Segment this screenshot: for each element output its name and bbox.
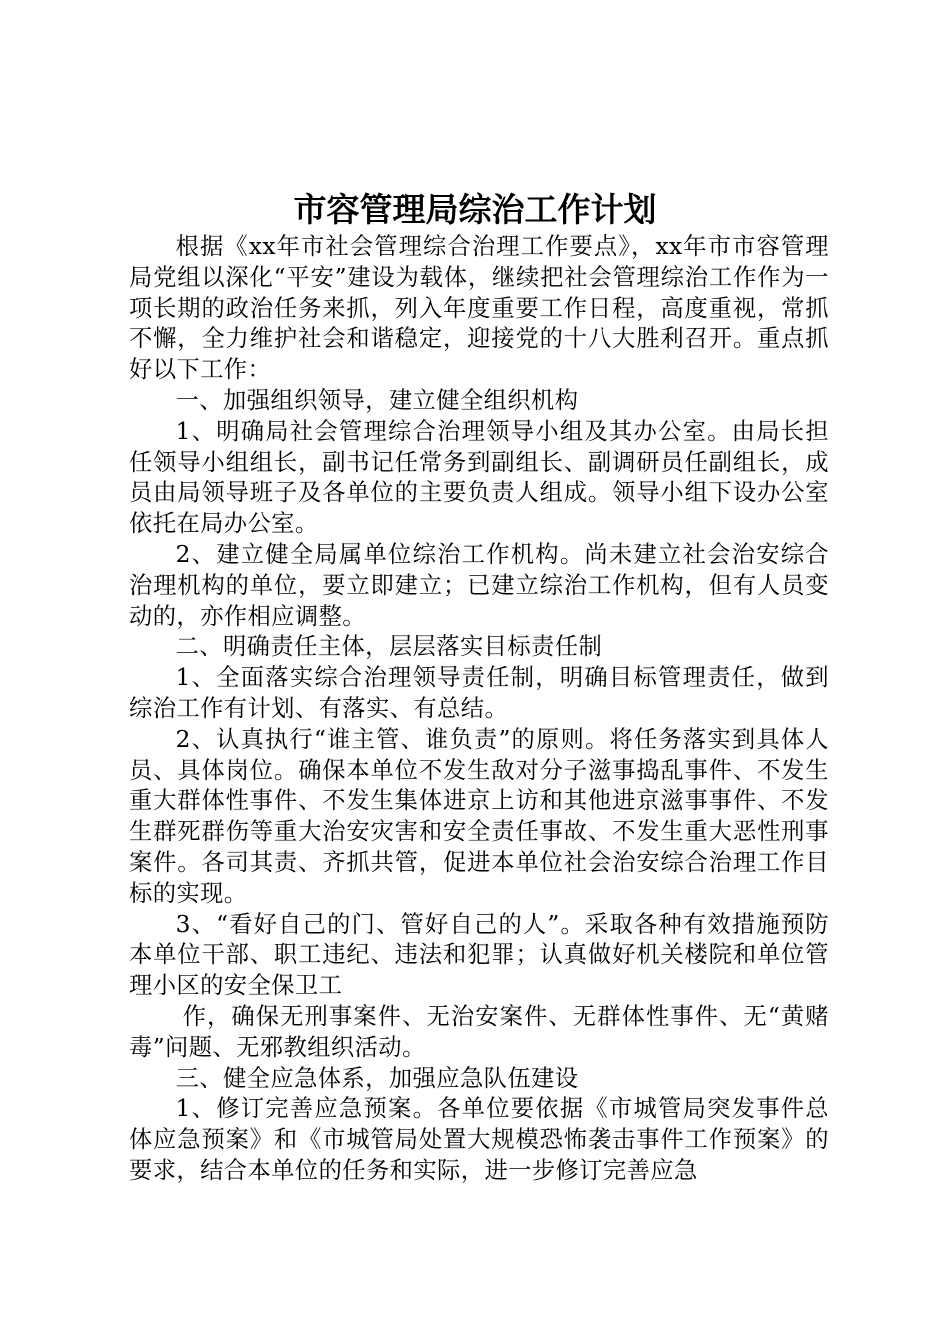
paragraph-3-1: 1、修订完善应急预案。各单位要依据《市城管局突发事件总体应急预案》和《市城管局处置大规模恐怖袭击事件工作预案》的要求，结合本单位的任务和实际，进一步修订完善应急 [129, 1095, 829, 1184]
paragraph-1-1: 1、明确局社会管理综合治理领导小组及其办公室。由局长担任领导小组组长，副书记任常务到副组长、副调研员任副组长，成员由局领导班子及各单位的主要负责人组成。领导小组下设办公室依托在局办公室。 [129, 417, 829, 538]
section-heading-2: 二、明确责任主体，层层落实目标责任制 [175, 633, 603, 661]
section-heading-1: 一、加强组织领导，建立健全组织机构 [175, 386, 579, 414]
document-title: 市容管理局综治工作计划 [293, 190, 657, 229]
document-body [129, 232, 829, 1187]
paragraph-2-2: 2、认真执行“谁主管、谁负责”的原则。将任务落实到具体人员、具体岗位。确保本单位不发生敌对分子滋事捣乱事件、不发生重大群体性事件、不发生集体进京上访和其他进京滋事事件、不发生群死群伤等重大治安灾害和安全责任事故、不发生重大恶性刑事案件。各司其责、齐抓共管，促进本单位社会治安综合治理工作目标的实现。 [129, 725, 829, 907]
paragraph-2-3-continued: 作，确保无刑事案件、无治安案件、无群体性事件、无“黄赌毒”问题、无邪教组织活动。 [129, 1002, 829, 1061]
intro-paragraph: 根据《xx年市社会管理综合治理工作要点》，xx年市市容管理局党组以深化“平安”建设为载体，继续把社会管理综治工作作为一项长期的政治任务来抓，列入年度重要工作日程，高度重视，常抓不懈，全力维护社会和谐稳定，迎接党的十八大胜利召开。重点抓好以下工作： [129, 233, 829, 384]
paragraph-2-3: 3、“看好自己的门、管好自己的人”。采取各种有效措施预防本单位干部、职工违纪、违法和犯罪；认真做好机关楼院和单位管理小区的安全保卫工 [129, 910, 829, 1000]
section-heading-3: 三、健全应急体系，加强应急队伍建设 [175, 1064, 579, 1092]
paragraph-2-1: 1、全面落实综合治理领导责任制，明确目标管理责任，做到综治工作有计划、有落实、有总结。 [129, 664, 829, 722]
paragraph-1-2: 2、建立健全局属单位综治工作机构。尚未建立社会治安综合治理机构的单位，要立即建立；已建立综治工作机构，但有人员变动的，亦作相应调整。 [129, 540, 829, 630]
